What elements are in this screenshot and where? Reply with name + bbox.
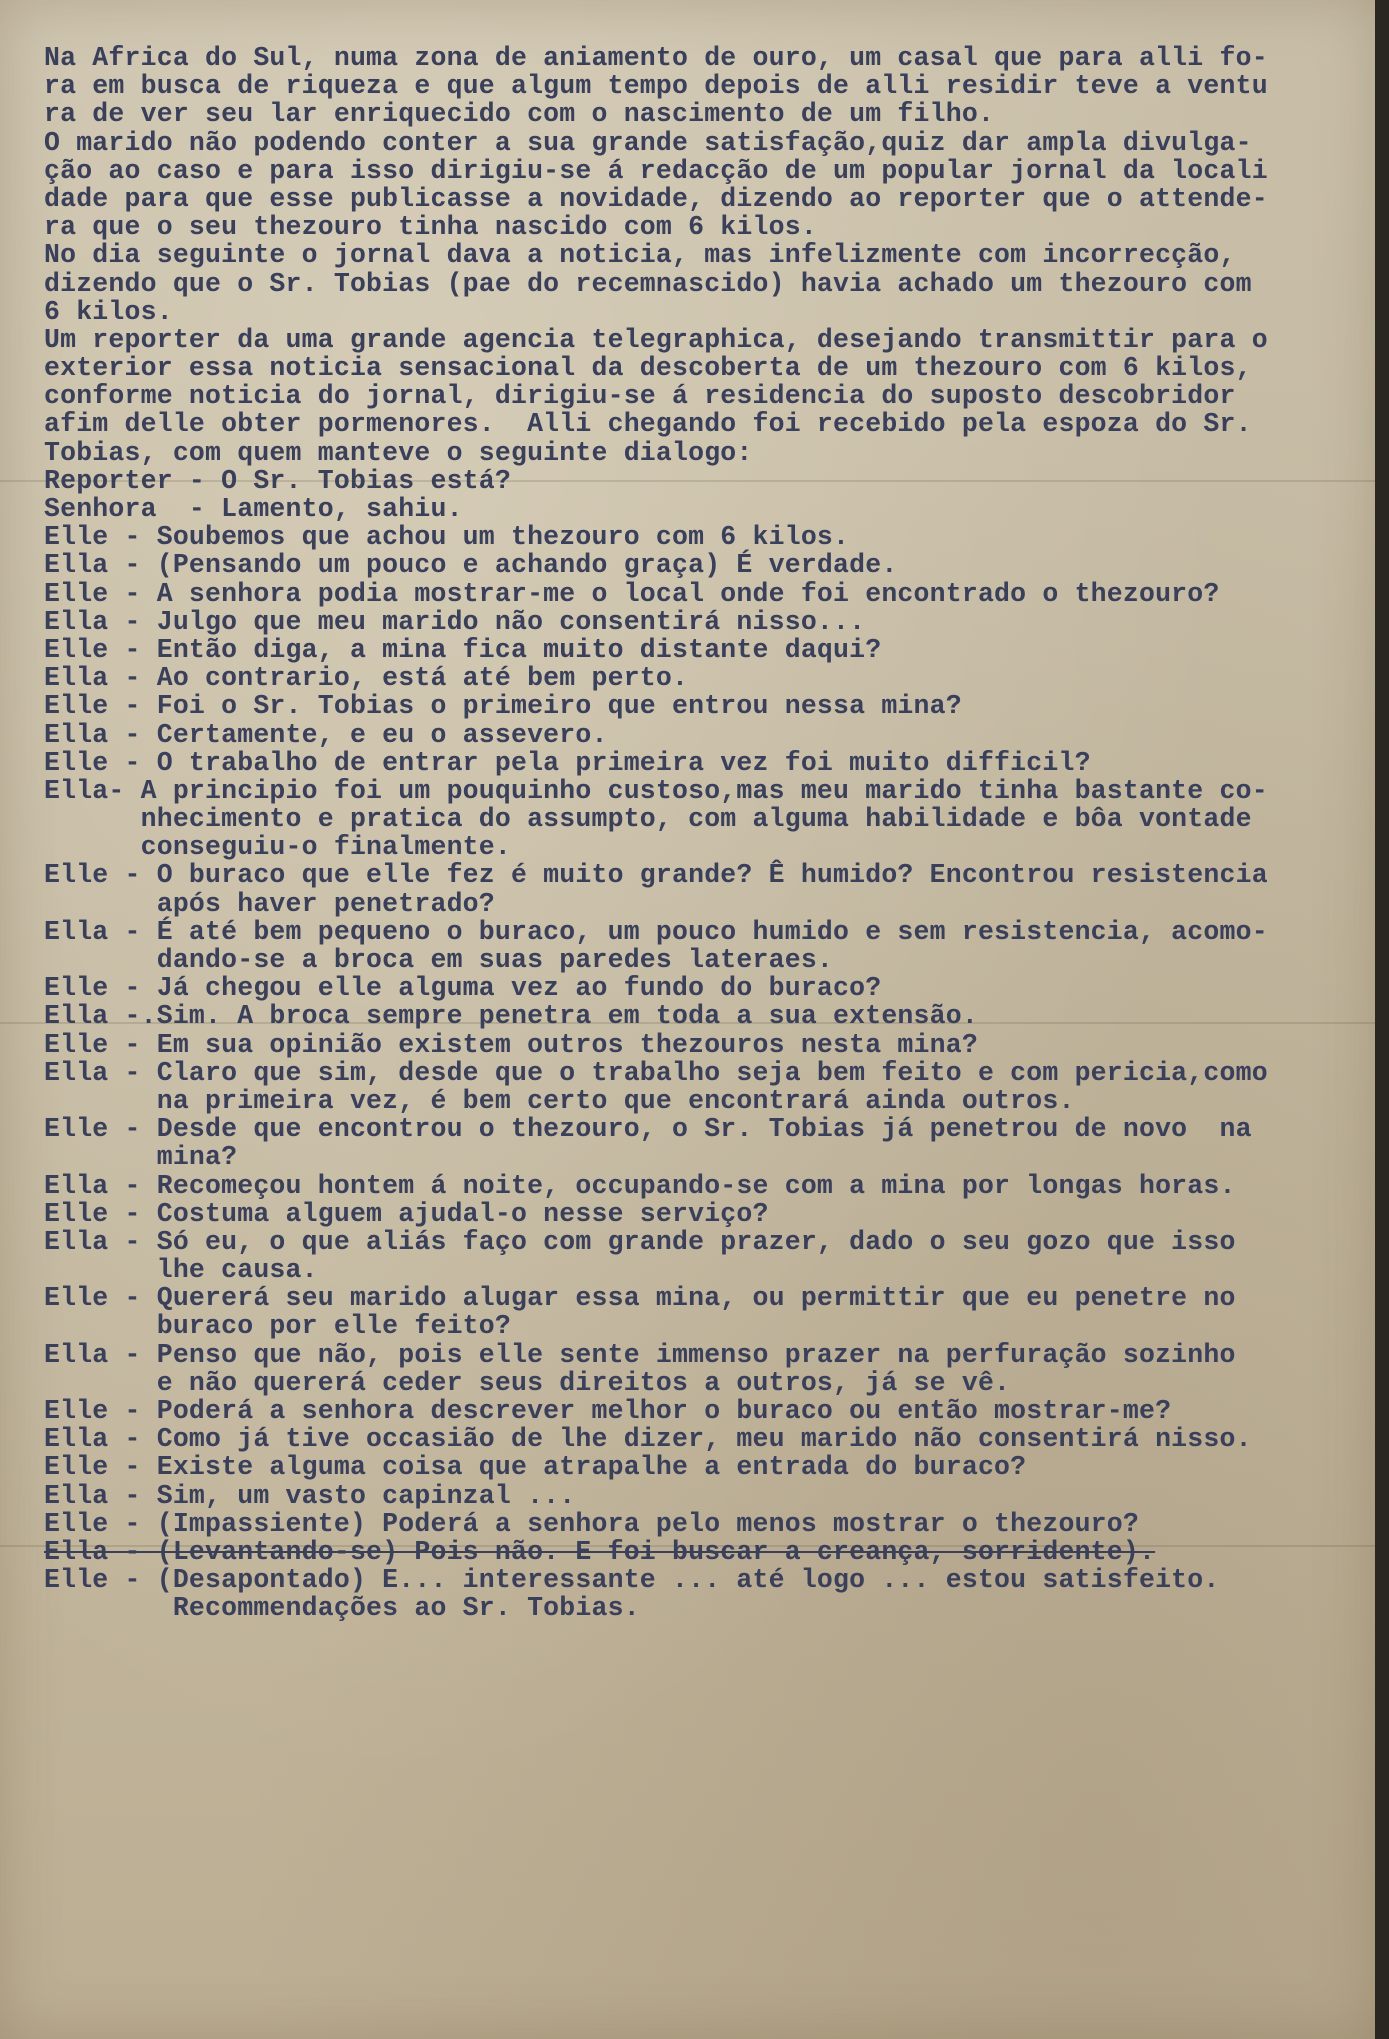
dialogue-line: e não quererá ceder seus direitos a outros, já se vê. <box>44 1367 1011 1398</box>
dialogue-line: lhe causa. <box>44 1255 318 1286</box>
dialogue-line: após haver penetrado? <box>44 888 495 919</box>
dialogue-line: Recommendações ao Sr. Tobias. <box>44 1593 640 1624</box>
dialogue-line: Elle - Então diga, a mina fica muito distante daqui? <box>44 634 882 665</box>
struck-dialogue-line: Ella - (Levantando-se) Pois não. E foi buscar a creança, sorridente). <box>44 1536 1156 1567</box>
dialogue-line: dando-se a broca em suas paredes lateraes. <box>44 945 834 975</box>
dialogue-line: Elle - Foi o Sr. Tobias o primeiro que entrou nessa mina? <box>44 691 962 722</box>
dialogue-line: Ella -.Sim. A broca sempre penetra em toda a sua extensão. <box>44 1001 978 1032</box>
text-line: Um reporter da uma grande agencia telegraphica, desejando transmittir para o <box>44 324 1268 355</box>
dialogue-line: Ella - Ao contrario, está até bem perto. <box>44 663 689 694</box>
dialogue-line: Elle - Já chegou elle alguma vez ao fundo do buraco? <box>44 973 882 1004</box>
text-line: afim delle obter pormenores. Alli chegando foi recebido pela espoza do Sr. <box>44 409 1252 440</box>
text-line: ção ao caso e para isso dirigiu-se á redacção de um popular jornal da locali <box>44 155 1268 186</box>
dialogue-line: Elle - Soubemos que achou um thezouro com 6 kilos. <box>44 522 850 553</box>
text-line: dade para que esse publicasse a novidade, dizendo ao reporter que o attende- <box>44 183 1268 214</box>
text-line: Tobias, com quem manteve o seguinte dialogo: <box>44 437 753 468</box>
dialogue-line: Ella - Recomeçou hontem á noite, occupando-se com a mina por longas horas. <box>44 1170 1236 1201</box>
text-line: exterior essa noticia sensacional da descoberta de um thezouro com 6 kilos, <box>44 353 1252 384</box>
dialogue-line: Elle - Existe alguma coisa que atrapalhe a entrada do buraco? <box>44 1452 1027 1483</box>
dialogue-line: Ella - Claro que sim, desde que o trabalho seja bem feito e com pericia,como <box>44 1057 1268 1088</box>
dialogue-line: Ella - Sim, um vasto capinzal ... <box>44 1480 576 1511</box>
dialogue-line: Reporter - O Sr. Tobias está? <box>44 465 511 496</box>
text-line: Na Africa do Sul, numa zona de aniamento de ouro, um casal que para alli fo- <box>44 43 1268 73</box>
text-line: ra de ver seu lar enriquecido com o nascimento de um filho. <box>44 99 995 130</box>
text-line: No dia seguinte o jornal dava a noticia, mas infelizmente com incorrecção, <box>44 240 1236 271</box>
dialogue-line: Elle - Em sua opinião existem outros thezouros nesta mina? <box>44 1029 978 1060</box>
dialogue-line: Elle - O trabalho de entrar pela primeira vez foi muito difficil? <box>44 747 1091 778</box>
dialogue-line: Ella - Como já tive occasião de lhe dizer, meu marido não consentirá nisso. <box>44 1424 1252 1455</box>
dialogue-line: Ella - Só eu, o que aliás faço com grande prazer, dado o seu gozo que isso <box>44 1226 1236 1257</box>
typewritten-text <box>44 44 1374 1623</box>
dialogue-line: Ella - Penso que não, pois elle sente immenso prazer na perfuração sozinho <box>44 1339 1236 1370</box>
dialogue-line: Ella- A principio foi um pouquinho custoso,mas meu marido tinha bastante co- <box>44 775 1268 806</box>
dialogue-line: conseguiu-o finalmente. <box>44 832 511 863</box>
dialogue-line: Elle - Poderá a senhora descrever melhor o buraco ou então mostrar-me? <box>44 1396 1172 1426</box>
text-line: O marido não podendo conter a sua grande satisfação,quiz dar ampla divulga- <box>44 127 1252 158</box>
text-line: 6 kilos. <box>44 296 173 327</box>
dialogue-line: Ella - Certamente, e eu o assevero. <box>44 719 608 750</box>
dialogue-line: na primeira vez, é bem certo que encontrará ainda outros. <box>44 1085 1075 1116</box>
dialogue-line: Ella - Julgo que meu marido não consentirá nisso... <box>44 606 866 637</box>
dialogue-line: Elle - O buraco que elle fez é muito grande? Ê humido? Encontrou resistencia <box>44 860 1268 891</box>
dialogue-line: buraco por elle feito? <box>44 1311 511 1342</box>
dialogue-line: Elle - Costuma alguem ajudal-o nesse serviço? <box>44 1198 769 1229</box>
dialogue-line: Ella - (Pensando um pouco e achando graça) É verdade. <box>44 550 898 581</box>
dialogue-line: nhecimento e pratica do assumpto, com alguma habilidade e bôa vontade <box>44 804 1252 835</box>
dialogue-line: Elle - Quererá seu marido alugar essa mina, ou permittir que eu penetre no <box>44 1283 1236 1314</box>
text-line: conforme noticia do jornal, dirigiu-se á residencia do suposto descobridor <box>44 381 1236 412</box>
dialogue-line: Senhora - Lamento, sahiu. <box>44 494 463 524</box>
dialogue-line: Elle - (Desapontado) E... interessante ... até logo ... estou satisfeito. <box>44 1565 1220 1596</box>
text-line: ra que o seu thezouro tinha nascido com 6 kilos. <box>44 212 817 243</box>
dialogue-line: mina? <box>44 1142 238 1173</box>
text-line: ra em busca de riqueza e que algum tempo depois de alli residir teve a ventu <box>44 71 1268 102</box>
text-line: dizendo que o Sr. Tobias (pae do recemnascido) havia achado um thezouro com <box>44 268 1252 299</box>
dialogue-line: Elle - A senhora podia mostrar-me o local onde foi encontrado o thezouro? <box>44 578 1220 609</box>
dialogue-line: Elle - (Impassiente) Poderá a senhora pelo menos mostrar o thezouro? <box>44 1508 1139 1539</box>
dialogue-line: Elle - Desde que encontrou o thezouro, o Sr. Tobias já penetrou de novo na <box>44 1114 1252 1145</box>
dialogue-line: Ella - É até bem pequeno o buraco, um pouco humido e sem resistencia, acomo- <box>44 916 1268 947</box>
